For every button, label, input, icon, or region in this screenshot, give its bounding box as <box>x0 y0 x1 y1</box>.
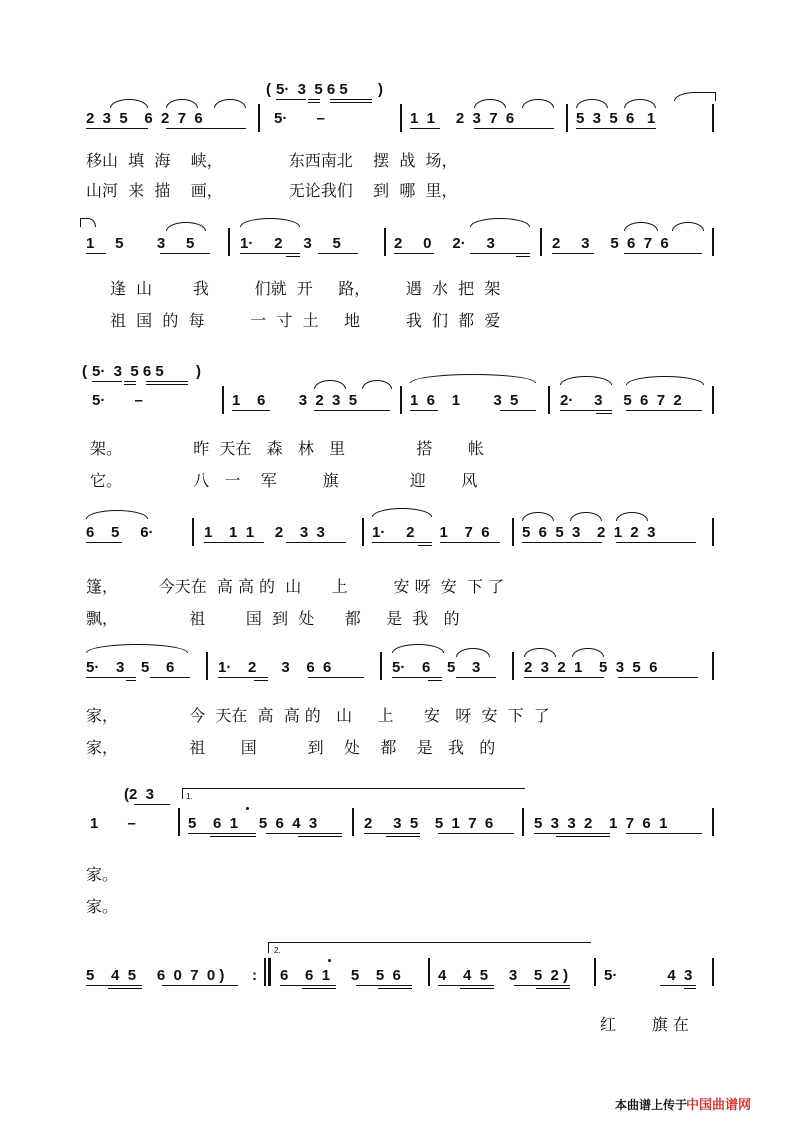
notes-row: 2 3 5 6 2 7 6 <box>86 110 203 127</box>
volta-1 <box>182 788 525 799</box>
intro-bracket: ( <box>266 81 271 98</box>
intro-notes: 5· 3 5 6 5 <box>276 81 348 98</box>
intro-notes: (2 3 <box>124 786 155 803</box>
upload-note: 本曲谱上传于 <box>615 1098 688 1112</box>
site-logo-text: 中国曲谱网 <box>686 1098 752 1113</box>
volta-2 <box>268 942 591 953</box>
repeat-sign: : <box>252 967 257 984</box>
lyrics-verse-2: 山河 来 描 画， 无论我们 到 哪 里， <box>86 181 458 200</box>
lyrics-verse-1: 移山 填 海 峡， 东西南北 摆 战 场， <box>86 151 458 170</box>
site-logo[interactable] <box>686 1094 751 1113</box>
